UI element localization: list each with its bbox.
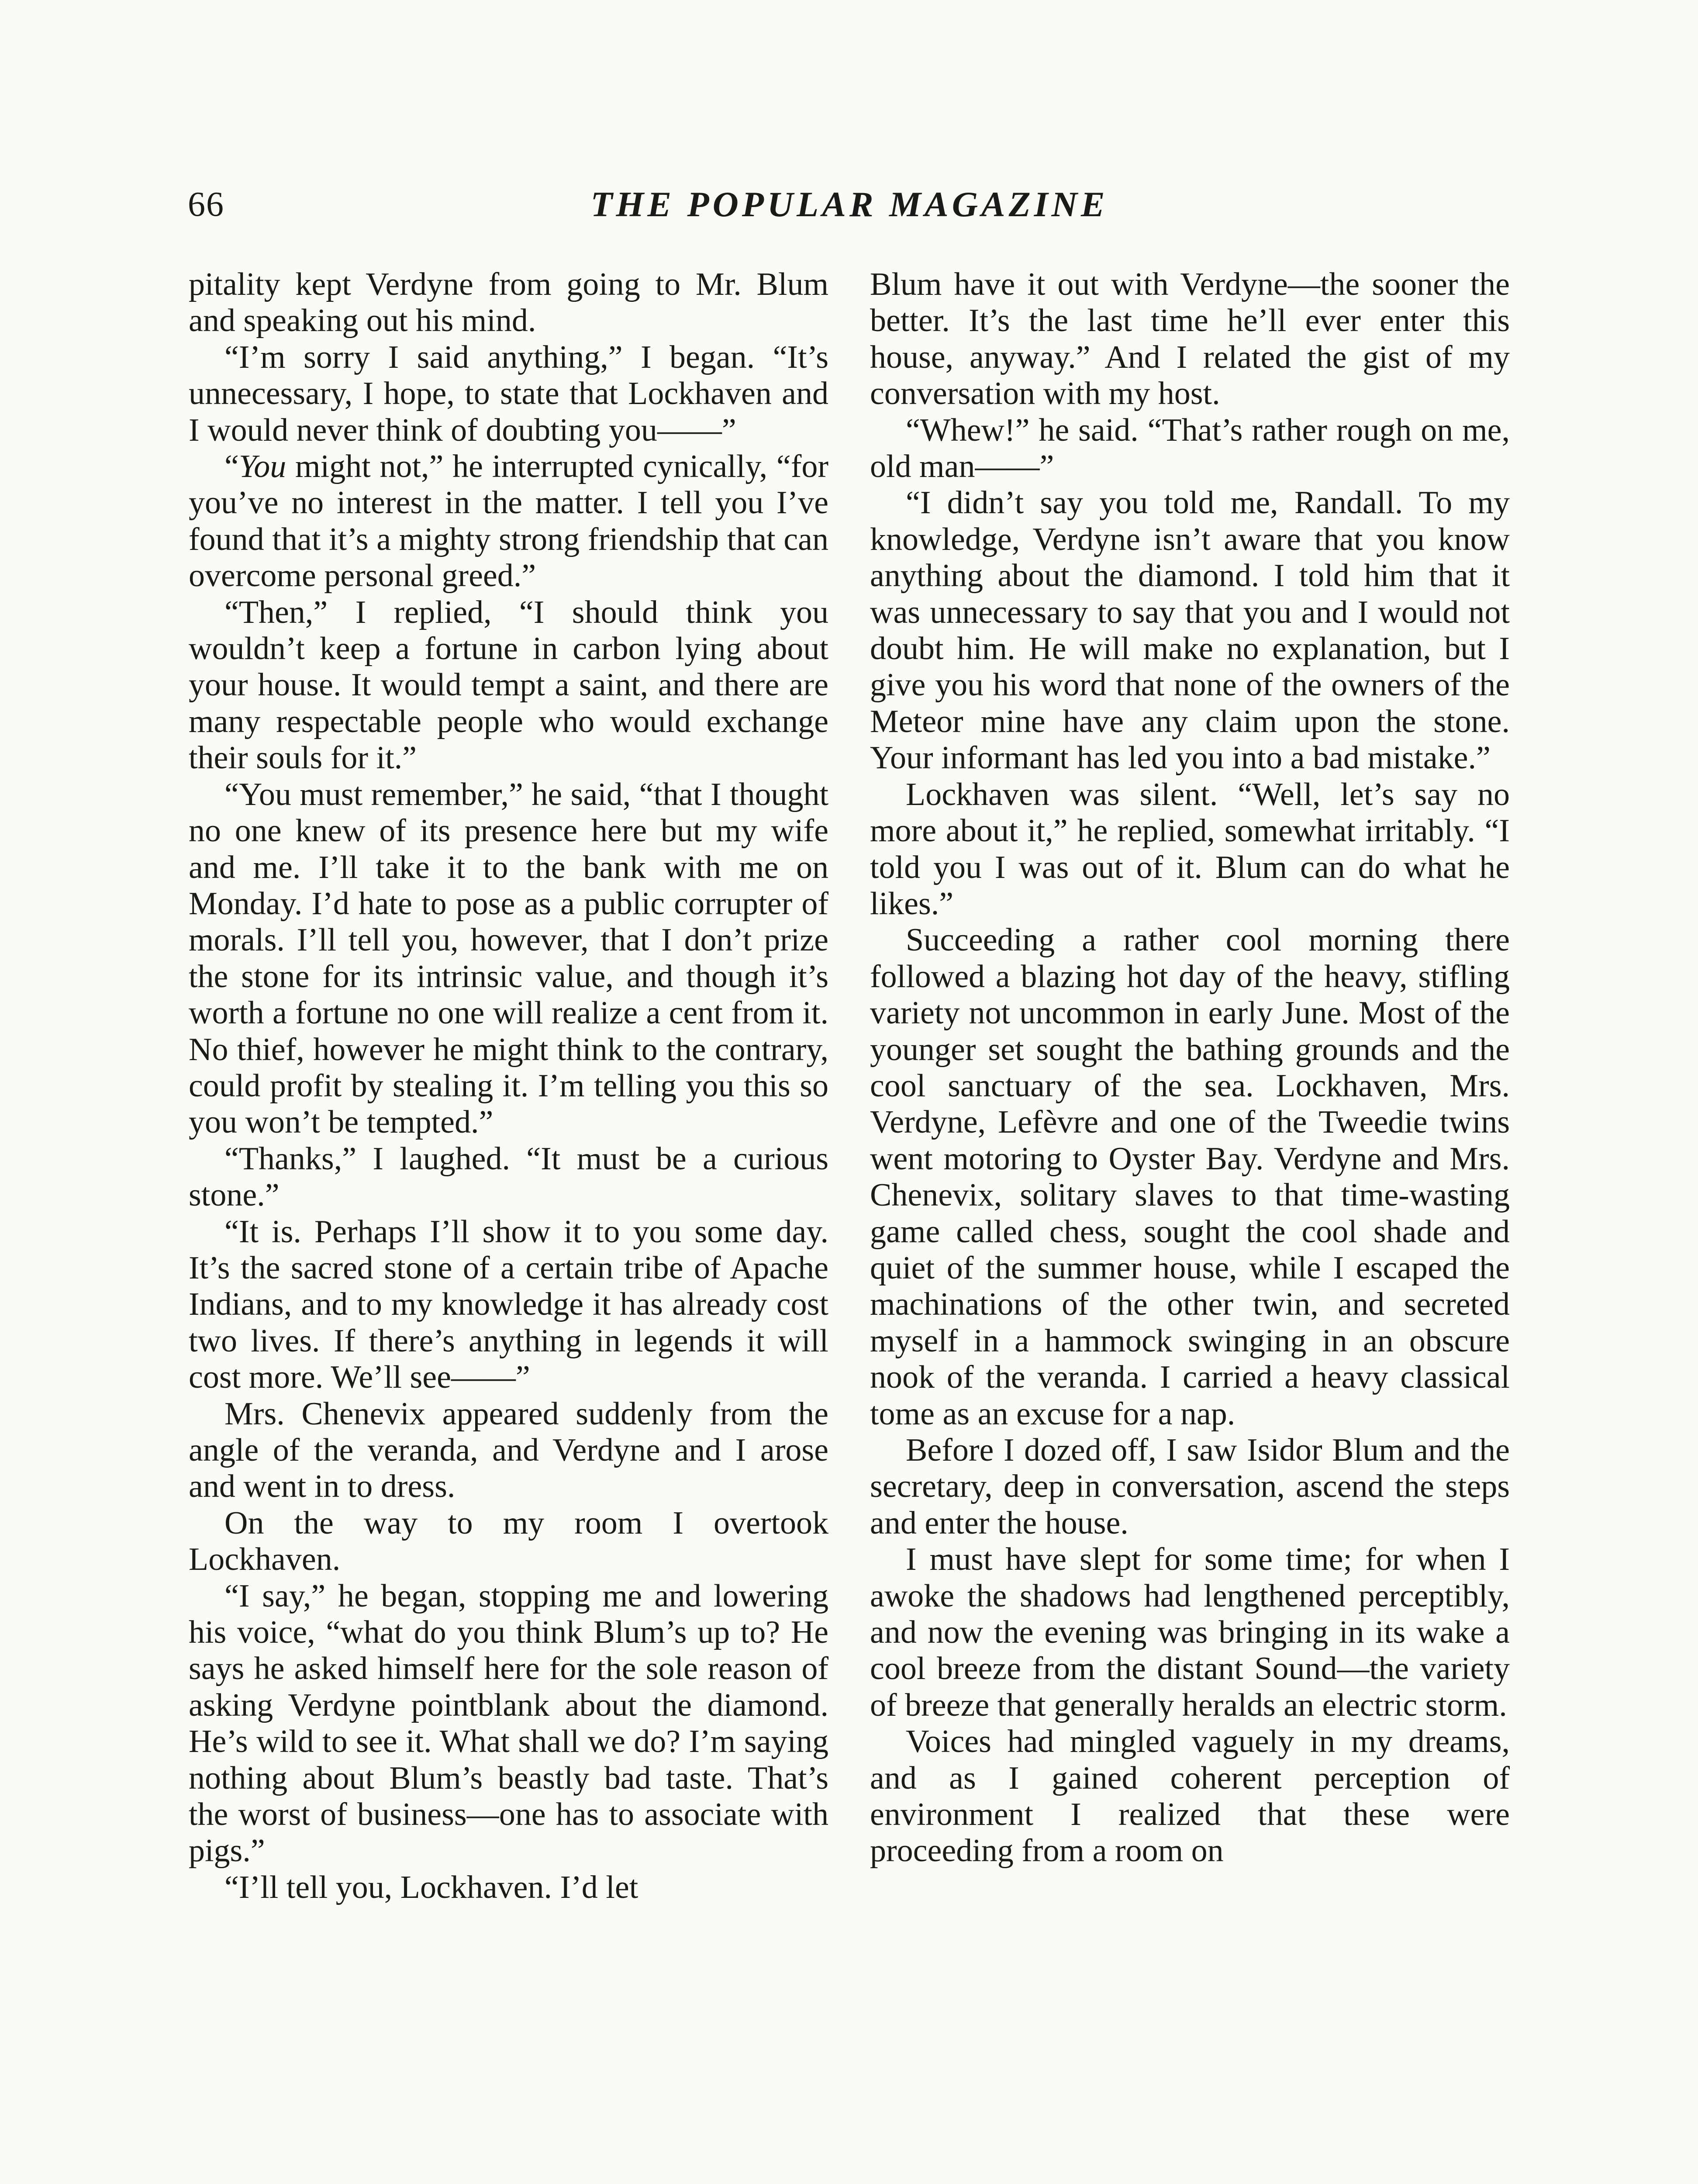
paragraph: “Then,” I replied, “I should think you wouldn’t keep a fortune in carbon lying about your house. It would tempt a saint, and there are many respectable people who would exchange their souls for it.” xyxy=(189,594,828,776)
left-text-column xyxy=(189,266,828,1906)
paragraph: Succeeding a rather cool morning there followed a blazing hot day of the heavy, stifling variety not uncommon in early June. Most of the younger set sought the bathing grounds and the cool sanctuary of the sea. Lockhaven, Mrs. Verdyne, Lefèvre and one of the Tweedie twins went motoring to Oyster Bay. Verdyne and Mrs. Chenevix, solitary slaves to that time-wasting game called chess, sought the cool shade and quiet of the summer house, while I escaped the machinations of the other twin, and secreted myself in a hammock swinging in an obscure nook of the veranda. I carried a heavy classical tome as an excuse for a nap. xyxy=(870,922,1510,1432)
right-text-column xyxy=(870,266,1510,1870)
paragraph: I must have slept for some time; for when I awoke the shadows had lengthened perceptibly, and now the evening was bringing in its wake a cool breeze from the distant Sound—the variety of breeze that generally heralds an electric storm. xyxy=(870,1541,1510,1723)
paragraph: Blum have it out with Verdyne—the sooner the better. It’s the last time he’ll ever enter this house, anyway.” And I related the gist of my conversation with my host. xyxy=(870,266,1510,412)
emphasis: You xyxy=(238,449,286,485)
paragraph: “Whew!” he said. “That’s rather rough on me, old man——” xyxy=(870,412,1510,485)
paragraph: “I’m sorry I said anything,” I began. “It’s unnecessary, I hope, to state that Lockhaven and I would never think of doubting you——” xyxy=(189,339,828,448)
paragraph: “You must remember,” he said, “that I thought no one knew of its presence here but my wife and me. I’ll take it to the bank with me on Monday. I’d hate to pose as a public corrupter of morals. I’ll tell you, however, that I don’t prize the stone for its intrinsic value, and though it’s worth a fortune no one will realize a cent from it. No thief, however he might think to the contrary, could profit by stealing it. I’m telling you this so you won’t be tempted.” xyxy=(189,776,828,1140)
paragraph: On the way to my room I overtook Lockhaven. xyxy=(189,1505,828,1578)
running-title: THE POPULAR MAGAZINE xyxy=(590,184,1108,224)
paragraph: Mrs. Chenevix appeared suddenly from the angle of the veranda, and Verdyne and I arose and went in to dress. xyxy=(189,1396,828,1505)
paragraph: pitality kept Verdyne from going to Mr. Blum and speaking out his mind. xyxy=(189,266,828,339)
paragraph: “I say,” he began, stopping me and lowering his voice, “what do you think Blum’s up to? He says he asked himself here for the sole reason of asking Verdyne pointblank about the diamond. He’s wild to see it. What shall we do? I’m saying nothing about Blum’s beastly bad taste. That’s the worst of business—one has to associate with pigs.” xyxy=(189,1578,828,1869)
paragraph: “You might not,” he interrupted cynically, “for you’ve no interest in the matter. I tell you I’ve found that it’s a mighty strong friendship that can overcome personal greed.” xyxy=(189,449,828,594)
paragraph: “Thanks,” I laughed. “It must be a curious stone.” xyxy=(189,1140,828,1213)
paragraph: “I didn’t say you told me, Randall. To my knowledge, Verdyne isn’t aware that you know anything about the diamond. I told him that it was unnecessary to say that you and I would not doubt him. He will make no explanation, but I give you his word that none of the owners of the Meteor mine have any claim upon the stone. Your informant has led you into a bad mistake.” xyxy=(870,485,1510,776)
paragraph: “I’ll tell you, Lockhaven. I’d let xyxy=(224,1869,638,1905)
paragraph: Voices had mingled vaguely in my dreams, and as I gained coherent perception of environment I realized that these were proceeding from a room on xyxy=(870,1724,1510,1869)
page-header xyxy=(188,183,1511,235)
paragraph: Before I dozed off, I saw Isidor Blum and the secretary, deep in conversation, ascend the steps and enter the house. xyxy=(870,1432,1510,1541)
paragraph-text: might not,” he interrupted cynically, “for you’ve no interest in the matter. I tell you I’ve found that it’s a mighty strong friendship that can overcome personal greed.” xyxy=(189,449,828,594)
paragraph: “It is. Perhaps I’ll show it to you some day. It’s the sacred stone of a certain tribe of Apache Indians, and to my knowledge it has already cost two lives. If there’s anything in legends it will cost more. We’ll see——” xyxy=(189,1213,828,1396)
paragraph: Lockhaven was silent. “Well, let’s say no more about it,” he replied, somewhat irritably. “I told you I was out of it. Blum can do what he likes.” xyxy=(870,776,1510,922)
page-number: 66 xyxy=(188,185,224,224)
